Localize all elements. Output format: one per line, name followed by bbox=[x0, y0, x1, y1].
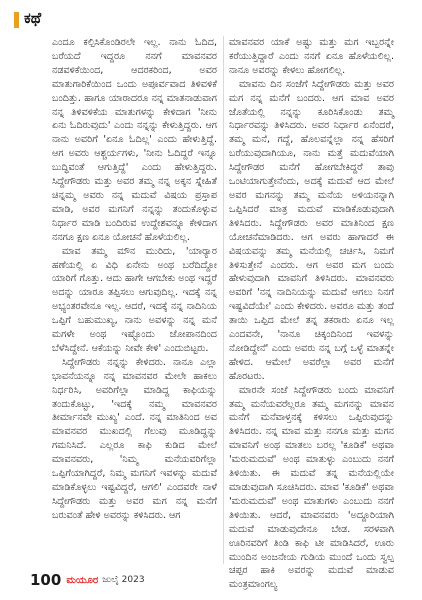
page-header bbox=[0, 0, 422, 34]
paragraph: ಮಾವ ತಮ್ಮ ಮೌನ ಮುರಿದು, 'ಯಾರ್‍ಯಾರ ಹಣೆಯಲ್ಲಿ ಏ ವಿಧಿ ಏನೇನು ಅಂಥ ಬರೆದಿದ್ದೋ ಯಾರಿಗೆ ಗೊತ್ತು. ಆದು ಹಾಗೇ ಆಗಬೇಕು ಅಂಥ ಇದ್ದರೆ ಅದನ್ನು ಯಾರೂ ತಪ್ಪಿಸಲು ಆಗುವುದಿಲ್ಲ. ಇದಕ್ಕೆ ನನ್ನ ಅಭ್ಯಂತರವೇನೂ ಇಲ್ಲ. ಆದರೆ, ಇದಕ್ಕೆ ನನ್ನ ನಾದಿನಿಯ ಒಪ್ಪಿಗೆ ಬಹುಮುಖ್ಯ, ನಾನು ಅವಳನ್ನು ನನ್ನ ಮನೆ ಮಗಳೇ ಅಂಥ ಇಷ್ಟೊಂದು ಜೋಪಾನದಿಂದ ಬೆಳೆಸಿದ್ದೇನೆ. ಆಕೆಯನ್ನು ನೀವೇ ಕೇಳಿ' ಎಂದುಬಿಟ್ಟರು. bbox=[52, 245, 217, 354]
page-footer bbox=[30, 570, 145, 590]
magazine-logo: ಮಯೂರ bbox=[66, 574, 99, 586]
column-divider bbox=[223, 36, 224, 564]
right-column bbox=[229, 36, 394, 591]
left-column bbox=[52, 36, 217, 564]
section-accent-bar bbox=[14, 12, 19, 28]
paragraph: ಮಾರನೇ ಸಂಜೆ ಸಿದ್ದೇಗೌಡರು ಬಂದು ಮಾವನಿಗೆ ತಮ್ಮ ಮನೆಯವರೆಲ್ಲರೂ ತಮ್ಮ ಮಗನನ್ನು ಮಾವನ ಮನೆಗೆ ಮನೆವಾಳ್ತನಕ್ಕೆ ಕಳಿಸಲು ಒಪ್ಪಿರುವುದನ್ನು ತಿಳಿಸಿದರು. ನನ್ನ ಮಾವ ಮತ್ತು ನನಗೂ ಮತ್ತು ಮಗನ ಮಾವನಿಗೆ ಅಂಥ ಮಾತಲು ಬರಲ್ಲ 'ಕೂಡಿಕೆ' ಅಥವಾ 'ಮರುಮದುವೆ' ಅಂಥ ಮಾತುಳ್ಳು ಎಂಬುದು ನನಗೆ ತಿಳಿಯಿತು. ಈ ಮದುವೆ ತನ್ನ ಮನೆಯಲ್ಲಿಯೇ ಮಾಡುವುದಾಗಿ ಸೂಚಿಸಿದರು. ಮಾವ 'ಕೂಡಿಕೆ' ಅಥವಾ 'ಮರುಮದುವೆ' ಅಂಥ ಮಾತುಗಳು ಎಂಬುದು ನನಗೆ ತಿಳಿಯಿತು. ಆದರೆ, ಮಾವನವರು 'ಅದ್ದೂರಿಯಾಗಿ ಮದುವೆ ಮಾಡುವುದೇನೂ ಬೇಡ. ಸರಳವಾಗಿ ಊರಿನವರಿಗೆ ತಿಂಡಿ ಕಾಫಿ ಟೀ ಮಾಡಿಸಿದರೆ, ಊರು ಮುಂದಿನ ಅಂಜನೇಯ ಗುಡಿಯ ಮುಂದೆ ಒಂದು ಸ್ವಲ್ಪ ಚಪ್ಪರ ಹಾಕಿ ಅವರನ್ನು ಮದುವೆ ಮಾಡುವ ಮಂತ್ರಮಾಂಗಲ್ಯ bbox=[229, 384, 394, 591]
paragraph: ಮಾವನವರ ಯಾಕೆ ಅಷ್ಟು ಮತ್ತು ಮಗ ಇಬ್ಬರನ್ನೇ ಕರೆಯುತ್ತಿದ್ದಾರೆ ಎಂದು ನನಗೆ ಏನೂ ಹೊಳೆಯಲಿಲ್ಲ. ನಾನೂ ಅವರನ್ನು ಕೇಳಲು ಹೋಗಲಿಲ್ಲ. bbox=[229, 37, 394, 76]
section-title: ಕಥೆ bbox=[24, 9, 42, 27]
paragraph: ಸಿದ್ದೇಗೌಡರು ನನ್ನನ್ನು ಕೇಳಿದರು. ನಾನೂ ಎಲ್ಲಾ ಭಾವನೆಯನ್ನೂ ನನ್ನ ಮಾವನವರ ಮೇಲೇ ಹಾಕಲು ನಿರ್ಧರಿಸಿ, ಅವರಿಗೆಲ್ಲಾ ಮಾಡಿದ್ದ ಕಾಫಿಯನ್ನು ತಂದುಕೊಟ್ಟು, 'ಇದಕ್ಕೆ ನಮ್ಮ ಮಾವನವರ ತೀರ್ಮಾನವೇ ಮುಖ್ಯ' ಎಂದೆ. ನನ್ನ ಮಾತಿನಿಂದ ಅವ ಮಾವನವರ ಮುಖದಲ್ಲಿ ಗೆಲುವು ಮೂಡಿದ್ದನ್ನು ಗಮನಿಸಿದೆ. ಎಲ್ಲರೂ ಕಾಫಿ ಕುಡಿದ ಮೇಲೆ ಮಾವನವರು, 'ನಿಮ್ಮ ಮನೆಯವರಿಗೆಲ್ಲಾ ಒಪ್ಪಿಗೆಯಾಗಿದ್ದರೆ, ನಿಮ್ಮ ಮಗನಿಗೆ ಇವಳನ್ನು ಮದುವೆ ಮಾಡಿಕೊಳ್ಳಲು ಇಷ್ಟವಿದ್ದರೆ, ಆಗಲಿ' ಎಂದವರೇ ನಾಳೆ ಸಿದ್ದೇಗೌಡರು ಮತ್ತು ಅವರ ಮಗ ನನ್ನ ಮನೆಗೆ ಬರುವಂತೆ ಹೇಳಿ ಅವರನ್ನು ಕಳಿಸಿದರು. ಆಗ bbox=[52, 356, 217, 521]
issue-date: ಜುಲೈ 2023 bbox=[102, 575, 145, 585]
page-number: 100 bbox=[30, 571, 62, 589]
paragraph: ಎಂದೂ ಕಲ್ಪಿಸಿಕೊಂಡಿರಲೇ ಇಲ್ಲ. ನಾನು ಓದಿದ, ಬರೆಯದೆ ಇದ್ದರೂ ನನಗೆ ಮಾವನವರ ನಡವಳಿಕೆಯಿಂದ, ಆದರಕರಿಂದ, ಅವರ ಮಾತುಗಾರಿಕೆಯಿಂದ ಒಂದು ಅಪೂರ್ವವಾದ ತಿಳಿವಳಿಕೆ ಬಂದಿತ್ತು. ಹಾಗೂ ಯಾರಾದರೂ ನನ್ನ ಮಾತನಾಡುವಾಗ ನನ್ನ ತಿಳಿವಳಿಕೆಯ ಮಾತುಗಳನ್ನು ಕೇಳಿದಾಗ 'ನೀನು ಏನು ಓದಿರುವುದು' ಎಂದು ನನ್ನನ್ನು ಕೇಳುತ್ತಿದ್ದರು. ಆಗ ನಾನು ಅವರಿಗೆ 'ಏನೂ ಓದಿಲ್ಲ' ಎಂದು ಹೇಳುತ್ತಿದ್ದೆ. ಆಗ ಅವರು ಆಶ್ಚರ್ಯಗಳು, 'ನೀನು ಓದಿದ್ದರೆ ಇನ್ನೂ ಬುದ್ಧಿವಂತೆ ಆಗುತ್ತಿದ್ದೆ' ಎಂದು ಹೇಳುತ್ತಿದ್ದರು. ಸಿದ್ದೇಗೌಡರು ಮತ್ತು ಅವರ ತಮ್ಮ ನನ್ನ ಅಕ್ಕನ ಸ್ನೇಹಿತೆ ಚಿನ್ನಮ್ಮ ಅವರು ನನ್ನ ಮದುವೆ ವಿಷಯ ಪ್ರಸ್ತಾಪ ಮಾಡಿ, ಅವರ ಮಗನಿಗೆ ನನ್ನನ್ನು ತಂದುಕೊಳ್ಳುವ ನಿರ್ಧಾರ ಮಾಡಿ ಬಂದಿರುವ ಉದ್ದೇಶವನ್ನೂ ಕೇಳಿದಾಗ ನನಗೂ ಕ್ಷಣ ಏನೂ ಯೋಚನೆ ಹೊಳೆಯಲಿಲ್ಲ. bbox=[52, 37, 217, 243]
paragraph: ಮಾವನು ದಿನ ಸಂಜೆಗೆ ಸಿದ್ದೇಗೌಡರು ಮತ್ತು ಅವರ ಮಗ ನನ್ನ ಮನೆಗೆ ಬಂದರು. ಆಗ ಮಾವ ಅವರ ಜೊತೆಯಲ್ಲಿ ನನ್ನನ್ನು ಕೂರಿಸಿಕೊಂಡು ತಮ್ಮ ನಿರ್ಧಾರವನ್ನು ತಿಳಿಸಿದರು. ಅವರ ನಿರ್ಧಾರ ಏನೆಂದರೆ, ತಮ್ಮ ಮನೆ, ಗದ್ದೆ, ಹೊಲವನ್ನೆಲ್ಲಾ ನನ್ನ ಹೆಸರಿಗೆ ಬರೆಯುವುದಾಗಿಯೂ, ನಾನು ಮತ್ತೆ ಮದುವೆಯಾಗಿ ಸಿದ್ದೇಗೌಡರ ಮನೆಗೆ ಹೋಗಬೇಕಿದ್ದರೆ ತಾವು ಒಂಟಿಯಾಗುತ್ತೇನೆಂದು, ಅದಕ್ಕೆ ಮದುವೆ ಆದ ಮೇಲೆ ಅವರ ಮಗನನ್ನು ತಮ್ಮ ಮನೆಯ ಅಳಿಯನನ್ನಾಗಿ ಒಪ್ಪಿಸಿದರೆ ಮಾತ್ರ ಮದುವೆ ಮಾಡಿಕೊಡುವುದಾಗಿ ತಿಳಿಸಿದರು. ಸಿದ್ದೇಗೌಡರು ಅವರ ಮಾತಿನಿಂದ ಕ್ಷಣ ಯೋಚನೆಮಾಡಿದರು. ಆಗ ಅವರು ಹಾಗಾದರೆ ಈ ವಿಷಯವನ್ನು ತಮ್ಮ ಮನೆಯಲ್ಲಿ ಚರ್ಚಿಸಿ, ನಿಮಗೆ ತಿಳಿಸುತ್ತೇನೆ ಎಂದರು. ಆಗ ಅವರ ಮಗ ಬಂದು ಹೇಳುವುದಾಗಿ ಮಾವನಿಗೆ ತಿಳಿಸಿದರು. ಮಾವನವರು ಅವರಿಗೆ 'ನನ್ನ ನಾದಿನಿಯನ್ನು ಮದುವೆ ಆಗಲು ನಿನಗೆ ಇಷ್ಟವಿದೆಯೇ' ಎಂದು ಕೇಳಿದರು. ಅವರೂ ಮತ್ತು ತಂದೆ ತಾಯಿ ಒಪ್ಪಿದ ಮೇಲೆ ತನ್ನ ತಕರಾರು ಏನೂ ಇಲ್ಲ ಎಂದವನೇ, 'ನಾನೂ ಚಿಕ್ಕಂದಿನಿಂದ ಇವಳನ್ನು ನೋಡಿದ್ದೇನೆ' ಎಂದು ಅವರು ನನ್ನ ಬಗ್ಗೆ ಒಳ್ಳೆ ಮಾತನ್ನೇ ಹೇಳಿದ. ಆಮೇಲೆ ಅವರೆಲ್ಲಾ ಅವರ ಮನೆಗೆ ಹೊರಟರು. bbox=[229, 78, 394, 382]
